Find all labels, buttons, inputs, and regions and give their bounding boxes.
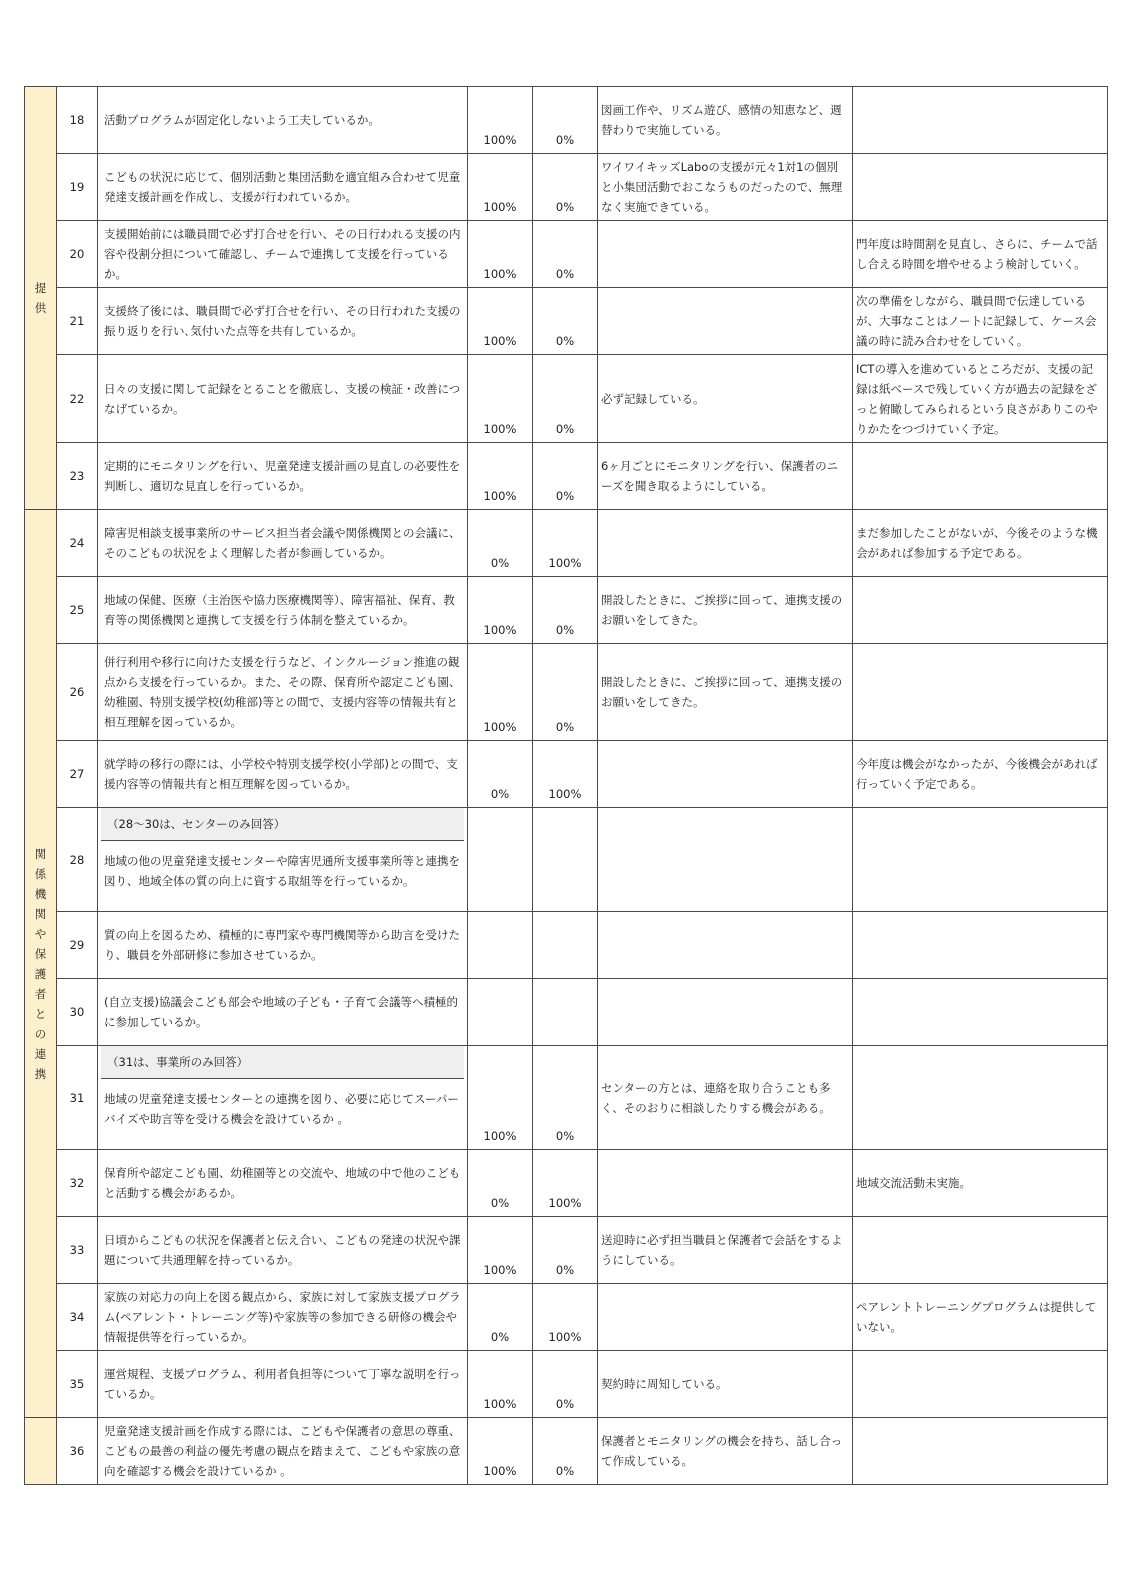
question-cell — [98, 1418, 468, 1485]
yes-percentage: 100% — [468, 1217, 533, 1284]
no-percentage: 0% — [533, 87, 598, 154]
no-percentage: 0% — [533, 644, 598, 741]
yes-percentage: 100% — [468, 355, 533, 443]
current-status-text — [598, 1284, 853, 1351]
yes-percentage: 100% — [468, 1046, 533, 1150]
question-cell — [98, 1150, 468, 1217]
category-cell — [25, 1418, 57, 1485]
current-status-text: 図画工作や、リズム遊び、感情の知恵など、週替わりで実施している。 — [598, 87, 853, 154]
answer-scope-note: （28～30は、センターのみ回答） — [101, 808, 464, 841]
item-number: 25 — [57, 577, 98, 644]
table-row — [25, 510, 1108, 577]
current-status-text: 6ヶ月ごとにモニタリングを行い、保護者のニーズを聞き取るようにしている。 — [598, 443, 853, 510]
yes-percentage: 100% — [468, 221, 533, 288]
yes-percentage: 100% — [468, 288, 533, 355]
table-row — [25, 221, 1108, 288]
current-status-text — [598, 221, 853, 288]
no-percentage: 0% — [533, 577, 598, 644]
question-text: 運営規程、支援プログラム、利用者負担等について丁寧な説明を行っているか。 — [104, 1367, 461, 1401]
item-number: 18 — [57, 87, 98, 154]
item-number: 32 — [57, 1150, 98, 1217]
question-cell — [98, 355, 468, 443]
improvement-text: ペアレントトレーニングプログラムは提供していない。 — [853, 1284, 1108, 1351]
question-text: 支援終了後には、職員間で必ず打合せを行い、その日行われた支援の振り返りを行い､気付いた点等を共有しているか。 — [104, 304, 461, 338]
item-number: 24 — [57, 510, 98, 577]
item-number: 28 — [57, 808, 98, 912]
no-percentage — [533, 979, 598, 1046]
question-cell — [98, 510, 468, 577]
table-row — [25, 979, 1108, 1046]
question-text: 就学時の移行の際には、小学校や特別支援学校(小学部)との間で、支援内容等の情報共有と相互理解を図っているか。 — [104, 757, 458, 791]
current-status-text — [598, 741, 853, 808]
question-text: 保育所や認定こども園、幼稚園等との交流や、地域の中で他のこどもと活動する機会があるか。 — [104, 1166, 461, 1200]
item-number: 33 — [57, 1217, 98, 1284]
current-status-text: 開設したときに、ご挨拶に回って、連携支援のお願いをしてきた。 — [598, 644, 853, 741]
improvement-text — [853, 644, 1108, 741]
question-cell — [98, 443, 468, 510]
table-row — [25, 741, 1108, 808]
item-number: 30 — [57, 979, 98, 1046]
no-percentage: 0% — [533, 443, 598, 510]
question-cell — [98, 221, 468, 288]
item-number: 21 — [57, 288, 98, 355]
question-text: 地域の他の児童発達支援センターや障害児通所支援事業所等と連携を図り、地域全体の質の向上に資する取組等を行っているか。 — [104, 854, 461, 888]
answer-scope-note: （31は、事業所のみ回答） — [101, 1046, 464, 1079]
current-status-text: センターの方とは、連絡を取り合うことも多く、そのおりに相談したりする機会がある。 — [598, 1046, 853, 1150]
yes-percentage: 100% — [468, 1351, 533, 1418]
item-number: 31 — [57, 1046, 98, 1150]
improvement-text — [853, 87, 1108, 154]
question-cell — [98, 979, 468, 1046]
no-percentage: 0% — [533, 154, 598, 221]
improvement-text — [853, 1217, 1108, 1284]
question-cell — [98, 87, 468, 154]
improvement-text — [853, 1046, 1108, 1150]
yes-percentage: 0% — [468, 1284, 533, 1351]
yes-percentage: 0% — [468, 741, 533, 808]
improvement-text — [853, 808, 1108, 912]
question-text: 支援開始前には職員間で必ず打合せを行い、その日行われる支援の内容や役割分担について確認し、チームで連携して支援を行っているか。 — [104, 227, 461, 281]
yes-percentage — [468, 912, 533, 979]
no-percentage: 0% — [533, 1046, 598, 1150]
yes-percentage: 100% — [468, 1418, 533, 1485]
question-cell — [98, 577, 468, 644]
improvement-text: 門年度は時間割を見直し、さらに、チームで話し合える時間を増やせるよう検討していく。 — [853, 221, 1108, 288]
improvement-text: 次の準備をしながら、職員間で伝達しているが、大事なことはノートに記録して、ケース会議の時に読み合わせをしていく。 — [853, 288, 1108, 355]
question-cell — [98, 288, 468, 355]
improvement-text: まだ参加したことがないが、今後そのような機会があれば参加する予定である。 — [853, 510, 1108, 577]
yes-percentage — [468, 979, 533, 1046]
question-cell — [98, 1217, 468, 1284]
table-row — [25, 1351, 1108, 1418]
current-status-text: 送迎時に必ず担当職員と保護者で会話をするようにしている。 — [598, 1217, 853, 1284]
improvement-text — [853, 577, 1108, 644]
table-row — [25, 1217, 1108, 1284]
no-percentage: 100% — [533, 1284, 598, 1351]
improvement-text — [853, 912, 1108, 979]
current-status-text — [598, 510, 853, 577]
table-row — [25, 1150, 1108, 1217]
improvement-text — [853, 1351, 1108, 1418]
current-status-text: 保護者とモニタリングの機会を持ち、話し合って作成している。 — [598, 1418, 853, 1485]
no-percentage: 0% — [533, 1351, 598, 1418]
question-text: 児童発達支援計画を作成する際には、こどもや保護者の意思の尊重、こどもの最善の利益の優先考慮の観点を踏まえて、こどもや家族の意向を確認する機会を設けているか 。 — [104, 1424, 461, 1478]
table-row — [25, 577, 1108, 644]
yes-percentage: 100% — [468, 87, 533, 154]
category-label: 提供 — [34, 281, 47, 315]
item-number: 20 — [57, 221, 98, 288]
item-number: 26 — [57, 644, 98, 741]
question-text: 家族の対応力の向上を図る観点から、家族に対して家族支援プログラム(ペアレント・トレーニング等)や家族等の参加できる研修の機会や情報提供等を行っているか。 — [104, 1290, 461, 1344]
item-number: 29 — [57, 912, 98, 979]
table-row — [25, 154, 1108, 221]
evaluation-table — [24, 86, 1108, 1485]
table-row — [25, 808, 1108, 912]
no-percentage: 0% — [533, 355, 598, 443]
question-text: 地域の保健、医療（主治医や協力医療機関等）、障害福祉、保育、教育等の関係機関と連携して支援を行う体制を整えているか。 — [104, 593, 455, 627]
table-row — [25, 912, 1108, 979]
improvement-text — [853, 154, 1108, 221]
current-status-text: 契約時に周知している。 — [598, 1351, 853, 1418]
question-cell — [98, 808, 468, 912]
no-percentage — [533, 808, 598, 912]
yes-percentage — [468, 808, 533, 912]
question-text: 日頃からこどもの状況を保護者と伝え合い、こどもの発達の状況や課題について共通理解を持っているか。 — [104, 1233, 461, 1267]
no-percentage: 0% — [533, 1217, 598, 1284]
question-text: こどもの状況に応じて、個別活動と集団活動を適宜組み合わせて児童発達支援計画を作成し、支援が行われているか。 — [104, 170, 461, 204]
yes-percentage: 100% — [468, 154, 533, 221]
no-percentage: 0% — [533, 1418, 598, 1485]
table-row — [25, 443, 1108, 510]
item-number: 22 — [57, 355, 98, 443]
improvement-text — [853, 979, 1108, 1046]
no-percentage: 100% — [533, 741, 598, 808]
current-status-text: ワイワイキッズLaboの支援が元々1対1の個別と小集団活動でおこなうものだったので、無理なく実施できている。 — [598, 154, 853, 221]
no-percentage: 100% — [533, 1150, 598, 1217]
table-row — [25, 355, 1108, 443]
category-cell — [25, 87, 57, 510]
yes-percentage: 100% — [468, 577, 533, 644]
yes-percentage: 0% — [468, 510, 533, 577]
question-text: 日々の支援に関して記録をとることを徹底し、支援の検証・改善につなげているか。 — [104, 381, 461, 416]
item-number: 34 — [57, 1284, 98, 1351]
current-status-text — [598, 808, 853, 912]
no-percentage: 100% — [533, 510, 598, 577]
question-cell — [98, 1284, 468, 1351]
question-cell — [98, 912, 468, 979]
table-row — [25, 644, 1108, 741]
item-number: 23 — [57, 443, 98, 510]
question-cell — [98, 1046, 468, 1150]
current-status-text: 必ず記録している。 — [598, 355, 853, 443]
current-status-text — [598, 979, 853, 1046]
no-percentage: 0% — [533, 288, 598, 355]
table-row — [25, 288, 1108, 355]
question-cell — [98, 741, 468, 808]
improvement-text: 今年度は機会がなかったが、今後機会があれば行っていく予定である。 — [853, 741, 1108, 808]
item-number: 36 — [57, 1418, 98, 1485]
improvement-text — [853, 1418, 1108, 1485]
current-status-text — [598, 912, 853, 979]
improvement-text — [853, 443, 1108, 510]
yes-percentage: 100% — [468, 644, 533, 741]
question-text: 質の向上を図るため、積極的に専門家や専門機関等から助言を受けたり、職員を外部研修に参加させているか。 — [104, 928, 461, 962]
no-percentage — [533, 912, 598, 979]
item-number: 19 — [57, 154, 98, 221]
improvement-text: ICTの導入を進めているところだが、支援の記録は紙ベースで残していく方が過去の記録をざっと俯瞰してみられるという良さがありこのやりかたをつづけていく予定。 — [853, 355, 1108, 443]
yes-percentage: 0% — [468, 1150, 533, 1217]
question-text: 活動プログラムが固定化しないよう工夫しているか。 — [104, 113, 380, 127]
category-cell — [25, 510, 57, 1418]
current-status-text — [598, 288, 853, 355]
table-row — [25, 1284, 1108, 1351]
current-status-text — [598, 1150, 853, 1217]
table-row — [25, 1418, 1108, 1485]
question-cell — [98, 644, 468, 741]
improvement-text: 地域交流活動未実施。 — [853, 1150, 1108, 1217]
table-row — [25, 1046, 1108, 1150]
question-cell — [98, 154, 468, 221]
current-status-text: 開設したときに、ご挨拶に回って、連携支援のお願いをしてきた。 — [598, 577, 853, 644]
question-text: 障害児相談支援事業所のサービス担当者会議や関係機関との会議に、そのこどもの状況をよく理解した者が参画しているか。 — [104, 526, 461, 560]
no-percentage: 0% — [533, 221, 598, 288]
question-text: 地域の児童発達支援センターとの連携を図り、必要に応じてスーパーバイズや助言等を受ける機会を設けているか 。 — [104, 1092, 459, 1126]
table-row — [25, 87, 1108, 154]
question-cell — [98, 1351, 468, 1418]
question-text: 定期的にモニタリングを行い、児童発達支援計画の見直しの必要性を判断し、適切な見直しを行っているか。 — [104, 459, 461, 493]
item-number: 27 — [57, 741, 98, 808]
category-label: 関係機関や保護者との連携 — [34, 846, 47, 1081]
question-text: 併行利用や移行に向けた支援を行うなど、インクルージョン推進の観点から支援を行っているか。また、その際、保育所や認定こども園、幼稚園、特別支援学校(幼稚部)等との間で、支援内容等の情報共有と相互理解を図っているか。 — [104, 655, 461, 729]
question-text: (自立支援)協議会こども部会や地域の子ども・子育て会議等へ積極的に参加しているか。 — [104, 995, 458, 1029]
yes-percentage: 100% — [468, 443, 533, 510]
item-number: 35 — [57, 1351, 98, 1418]
